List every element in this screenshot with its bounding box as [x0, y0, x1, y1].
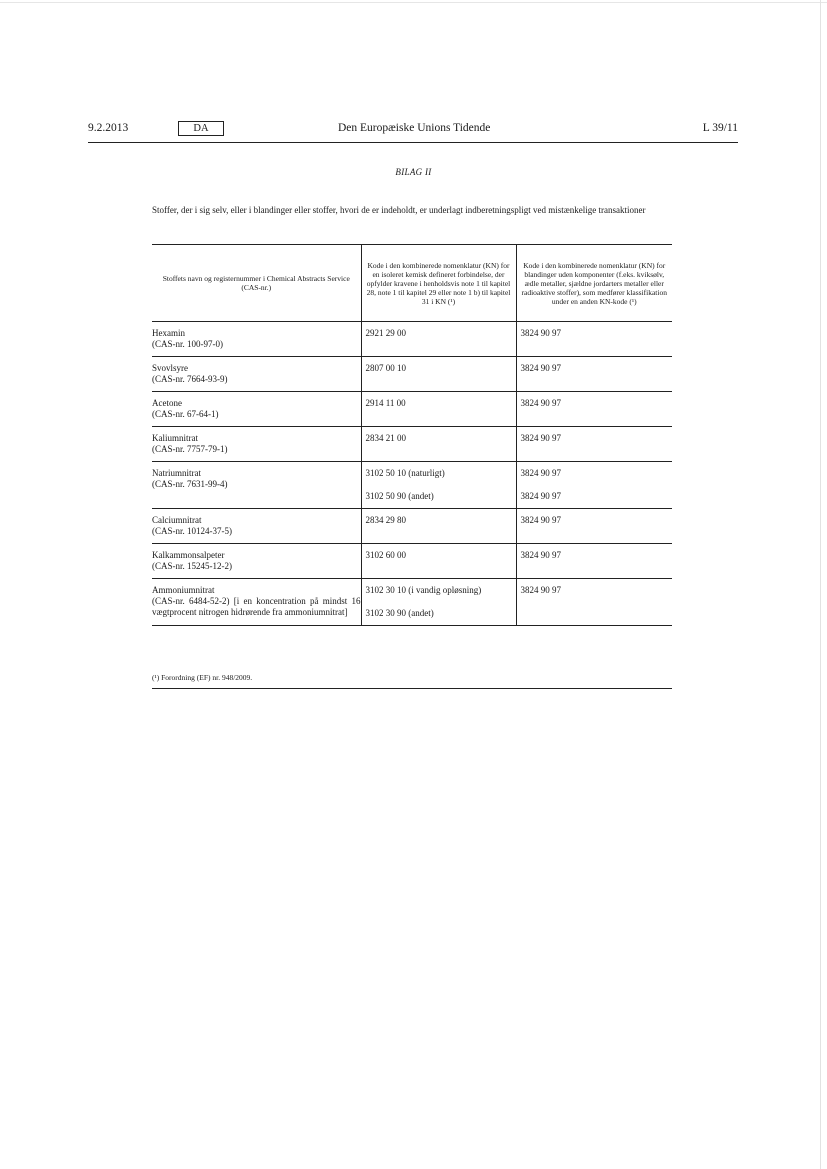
- table-row: [152, 392, 672, 427]
- journal-title: Den Europæiske Unions Tidende: [338, 122, 491, 134]
- cas-number: (CAS-nr. 10124-37-5): [152, 526, 232, 536]
- kn-code: 3824 90 97: [520, 328, 561, 338]
- substance-cell: [152, 322, 361, 357]
- kn-single-cell: [361, 392, 516, 427]
- table-row: [152, 322, 672, 357]
- language-badge: DA: [178, 121, 224, 136]
- cas-number: (CAS-nr. 15245-12-2): [152, 561, 232, 571]
- table-row: [152, 509, 672, 544]
- kn-mixture-cell: [516, 544, 672, 579]
- cas-number: (CAS-nr. 7631-99-4): [152, 479, 228, 489]
- substance-name: Acetone: [152, 398, 182, 408]
- kn-code: 3102 30 10 (i vandig opløsning): [365, 585, 482, 595]
- kn-code: 2834 29 80: [365, 515, 406, 525]
- kn-single-cell: [361, 462, 516, 509]
- substance-cell: [152, 427, 361, 462]
- intro-text: Stoffer, der i sig selv, eller i blandinger eller stoffer, hvori de er indeholdt, er underlagt indberetningspligt ved mistænkelige transaktioner: [152, 205, 646, 215]
- kn-mixture-cell: [516, 462, 672, 509]
- kn-code: 2914 11 00: [365, 398, 406, 408]
- substance-name: Svovlsyre: [152, 363, 188, 373]
- kn-code: 2834 21 00: [365, 433, 406, 443]
- table-row: [152, 357, 672, 392]
- publication-date: 9.2.2013: [88, 122, 129, 134]
- substance-name: Calciumnitrat: [152, 515, 202, 525]
- page-reference: L 39/11: [702, 122, 738, 134]
- kn-mixture-cell: [516, 322, 672, 357]
- kn-code: 2807 00 10: [365, 363, 406, 373]
- kn-code: 3824 90 97: [520, 515, 561, 525]
- cas-number: (CAS-nr. 67-64-1): [152, 409, 219, 419]
- substance-name: Kalkammonsalpeter: [152, 550, 225, 560]
- kn-single-cell: [361, 579, 516, 626]
- cas-number: (CAS-nr. 6484-52-2) [i en koncentration på mindst 16 vægtprocent nitrogen hidrørende fra ammoniumnitrat]: [152, 596, 361, 617]
- kn-code-secondary: 3102 30 90 (andet): [365, 608, 434, 618]
- table-row: [152, 544, 672, 579]
- kn-code: 3824 90 97: [520, 433, 561, 443]
- kn-single-cell: [361, 357, 516, 392]
- substance-cell: [152, 357, 361, 392]
- substance-name: Natriumnitrat: [152, 468, 201, 478]
- kn-single-cell: [361, 544, 516, 579]
- substance-name: Ammoniumnitrat: [152, 585, 215, 595]
- kn-mixture-cell: [516, 357, 672, 392]
- kn-code: 3102 50 10 (naturligt): [365, 468, 445, 478]
- substance-cell: [152, 579, 361, 626]
- table-row: [152, 579, 672, 626]
- substance-cell: [152, 544, 361, 579]
- kn-code: 3824 90 97: [520, 468, 561, 478]
- kn-code-secondary: 3824 90 97: [520, 491, 561, 501]
- kn-mixture-cell: [516, 392, 672, 427]
- table-row: [152, 462, 672, 509]
- footnote: (¹) Forordning (EF) nr. 948/2009.: [152, 673, 253, 682]
- substances-table: [152, 244, 672, 626]
- substance-cell: [152, 509, 361, 544]
- kn-code: 3102 60 00: [365, 550, 406, 560]
- cas-number: (CAS-nr. 7757-79-1): [152, 444, 228, 454]
- table-row: [152, 427, 672, 462]
- kn-mixture-cell: [516, 579, 672, 626]
- substance-name: Kaliumnitrat: [152, 433, 198, 443]
- page-header: [88, 121, 738, 139]
- annex-title: BILAG II: [395, 167, 432, 177]
- substance-name: Hexamin: [152, 328, 185, 338]
- kn-single-cell: [361, 427, 516, 462]
- substance-cell: [152, 462, 361, 509]
- cas-number: (CAS-nr. 100-97-0): [152, 339, 223, 349]
- kn-mixture-cell: [516, 427, 672, 462]
- kn-code: 3824 90 97: [520, 363, 561, 373]
- kn-single-cell: [361, 322, 516, 357]
- kn-code: 3824 90 97: [520, 398, 561, 408]
- footnote-divider: [152, 688, 672, 689]
- kn-single-cell: [361, 509, 516, 544]
- cas-number: (CAS-nr. 7664-93-9): [152, 374, 228, 384]
- header-divider: [88, 142, 738, 143]
- table-header-row: [152, 245, 672, 322]
- header-kn-single: Kode i den kombinerede nomenklatur (KN) for en isoleret kemisk defineret forbindelse, der opfylder kravene i henholdsvis note 1 til kapitel 28, note 1 til kapitel 29 eller note 1 b) til kapitel 31 i KN (¹): [361, 245, 516, 322]
- substance-cell: [152, 392, 361, 427]
- header-substance: Stoffets navn og registernummer i Chemical Abstracts Service (CAS-nr.): [152, 245, 361, 322]
- kn-code: 2921 29 00: [365, 328, 406, 338]
- kn-code-secondary: 3102 50 90 (andet): [365, 491, 434, 501]
- scan-edge-top: [0, 2, 827, 3]
- kn-code: 3824 90 97: [520, 585, 561, 595]
- kn-mixture-cell: [516, 509, 672, 544]
- header-kn-mixture: Kode i den kombinerede nomenklatur (KN) for blandinger uden komponenter (f.eks. kviksølv, ædle metaller, sjældne jordarters metaller eller radioaktive stoffer), som medfører klassifikation under en anden KN-kode (¹): [521, 260, 667, 306]
- kn-code: 3824 90 97: [520, 550, 561, 560]
